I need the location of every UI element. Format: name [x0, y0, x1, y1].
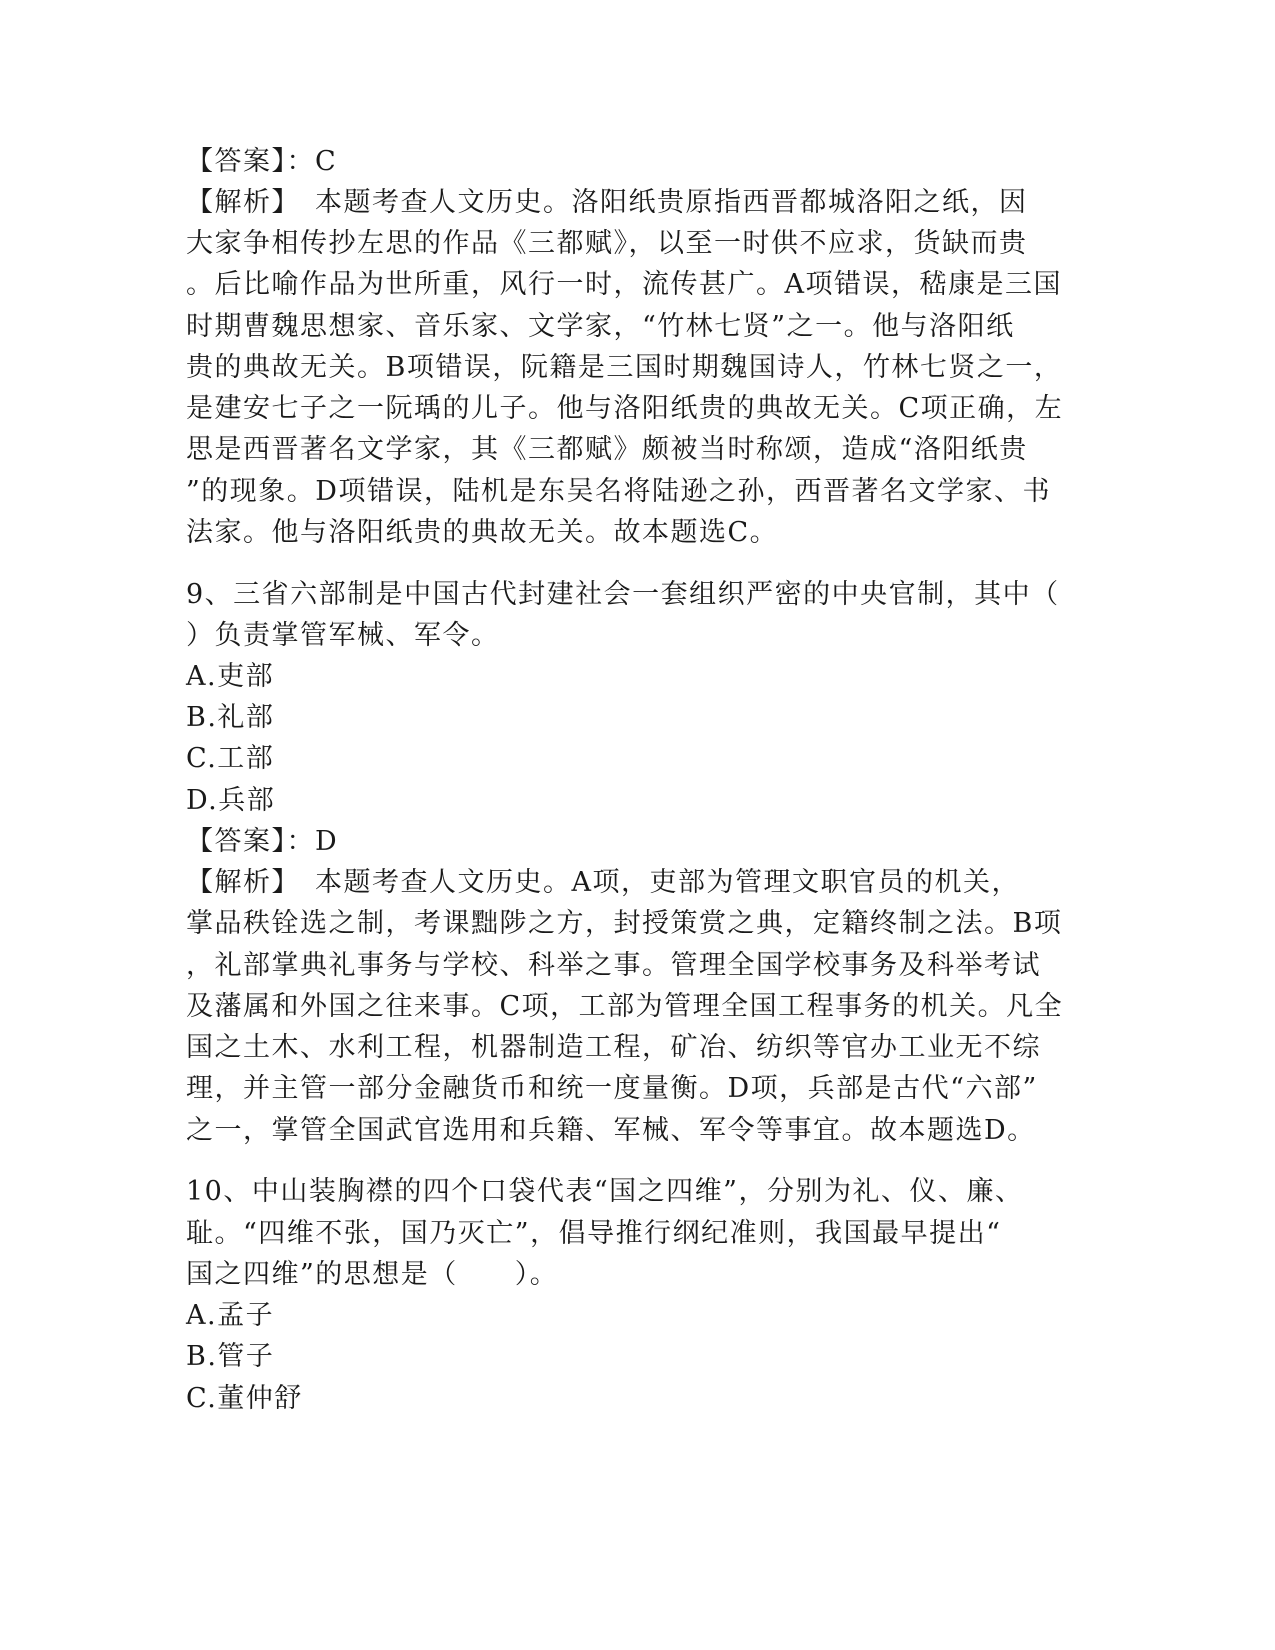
- q9-analysis-line: 掌品秩铨选之制，考课黜陟之方，封授策赏之典，定籍终制之法。B项: [186, 908, 1063, 939]
- q10-question-line: 10、中山装胸襟的四个口袋代表“国之四维”，分别为礼、仪、廉、: [186, 1176, 1024, 1207]
- q10-question-line: 耻。“四维不张，国乃灭亡”，倡导推行纲纪准则，我国最早提出“: [186, 1218, 1002, 1249]
- q9-analysis-line: 及藩属和外国之往来事。C项，工部为管理全国工程事务的机关。凡全: [186, 991, 1064, 1022]
- q9-analysis-line: 国之土木、水利工程，机器制造工程，矿冶、纺织等官办工业无不综: [186, 1032, 1041, 1063]
- q10-option-b: B.管子: [186, 1341, 275, 1372]
- q9-option-a: A.吏部: [186, 661, 275, 692]
- q8-answer: 【答案】：C: [186, 146, 338, 177]
- q10-option-a: A.孟子: [186, 1300, 275, 1331]
- q8-analysis-line: 大家争相传抄左思的作品《三都赋》，以至一时供不应求，货缺而贵: [186, 228, 1028, 259]
- q8-analysis-line: 法家。他与洛阳纸贵的典故无关。故本题选C。: [186, 517, 779, 548]
- q9-question-line: 9、三省六部制是中国古代封建社会一套组织严密的中央官制，其中（: [186, 579, 1060, 610]
- q10-option-c: C.董仲舒: [186, 1383, 303, 1414]
- q8-analysis-line: ”的现象。D项错误，陆机是东吴名将陆逊之孙，西晋著名文学家、书: [186, 476, 1051, 507]
- q9-option-d: D.兵部: [186, 785, 276, 816]
- q8-analysis-line: 。后比喻作品为世所重，风行一时，流传甚广。A项错误，嵇康是三国: [186, 269, 1062, 300]
- q8-analysis-line: 时期曹魏思想家、音乐家、文学家，“竹林七贤”之一。他与洛阳纸: [186, 311, 1015, 342]
- q9-option-c: C.工部: [186, 743, 275, 774]
- q8-analysis-line: 思是西晋著名文学家，其《三都赋》颇被当时称颂，造成“洛阳纸贵: [186, 434, 1028, 465]
- q9-analysis-line: 【解析】 本题考查人文历史。A项，吏部为管理文职官员的机关，: [186, 867, 1020, 898]
- q8-analysis-line: 贵的典故无关。B项错误，阮籍是三国时期魏国诗人，竹林七贤之一，: [186, 352, 1063, 383]
- q9-option-b: B.礼部: [186, 702, 275, 733]
- q10-question-line: 国之四维”的思想是（ ）。: [186, 1259, 559, 1290]
- q9-analysis-line: ，礼部掌典礼事务与学校、科举之事。管理全国学校事务及科举考试: [186, 950, 1041, 981]
- q8-analysis-line: 是建安七子之一阮瑀的儿子。他与洛阳纸贵的典故无关。C项正确，左: [186, 393, 1064, 424]
- q9-analysis-line: 之一，掌管全国武官选用和兵籍、军械、军令等事宜。故本题选D。: [186, 1115, 1036, 1146]
- q9-analysis-line: 理，并主管一部分金融货币和统一度量衡。D项，兵部是古代“六部”: [186, 1073, 1038, 1104]
- q9-question-line: ）负责掌管军械、军令。: [186, 620, 500, 651]
- q9-answer: 【答案】：D: [186, 826, 339, 857]
- q8-analysis-line: 【解析】 本题考查人文历史。洛阳纸贵原指西晋都城洛阳之纸，因: [186, 187, 1028, 218]
